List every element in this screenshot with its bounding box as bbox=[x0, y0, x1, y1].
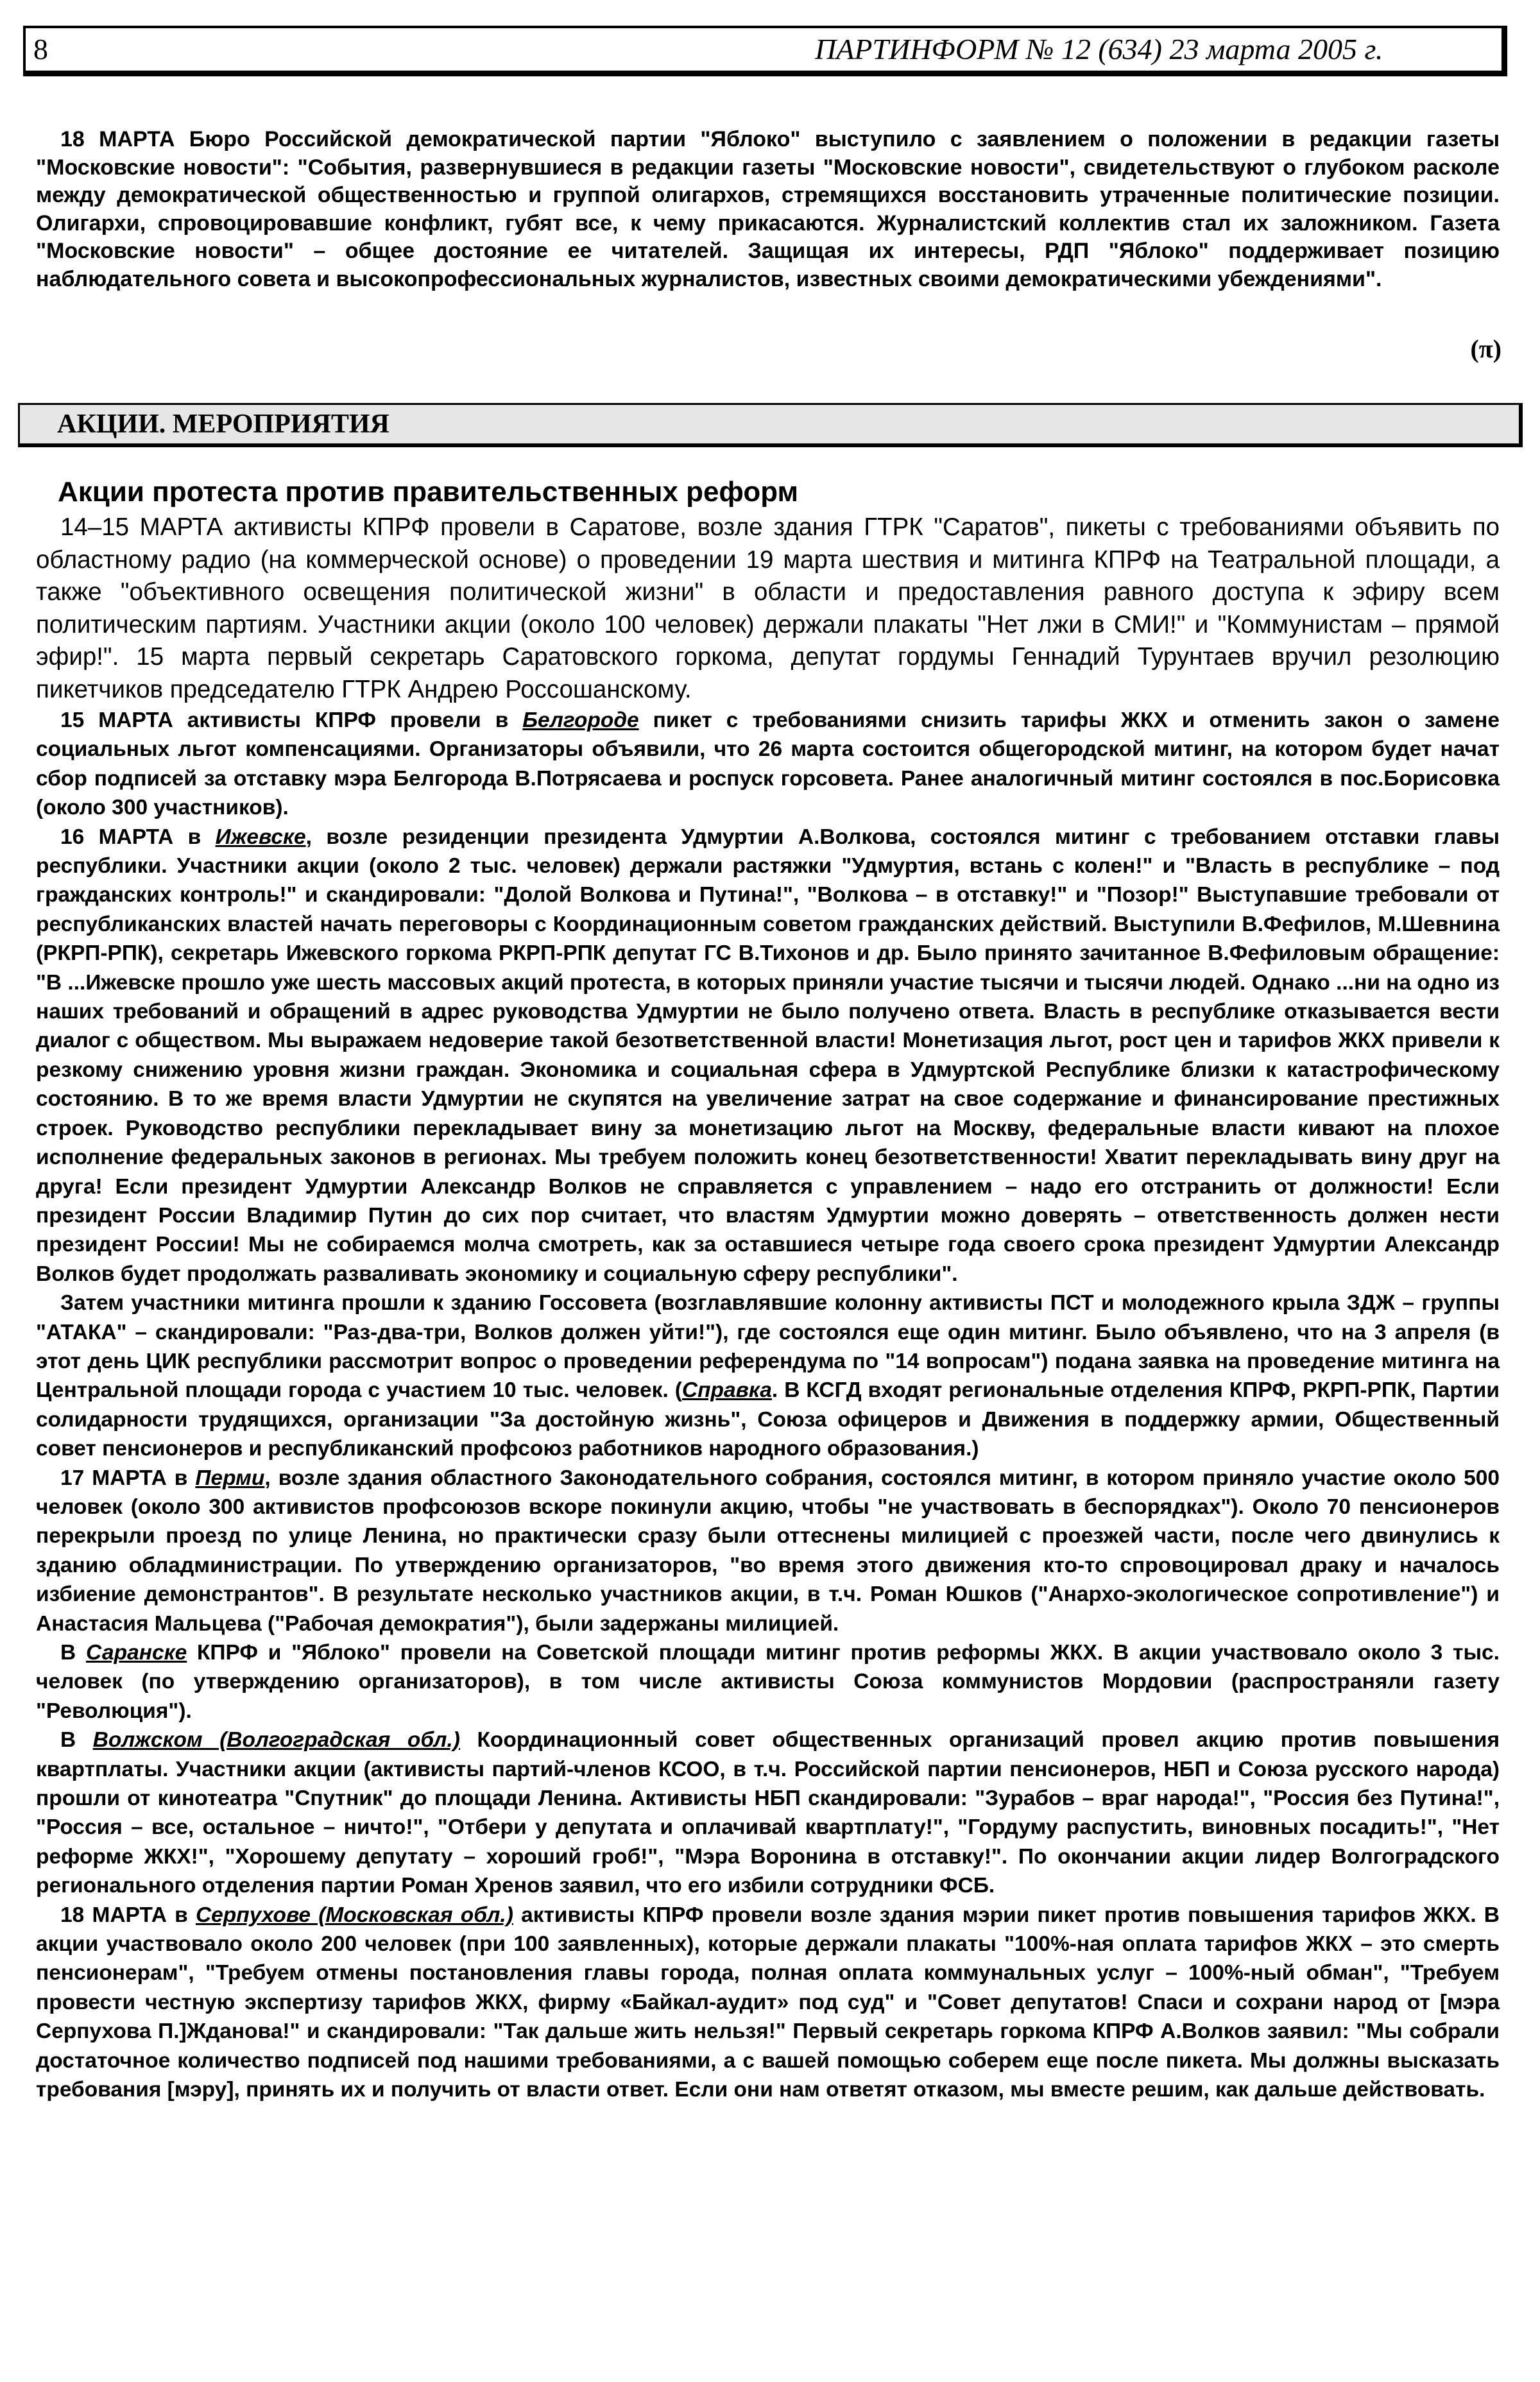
paragraph-text: , возле резиденции президента Удмуртии А.Волкова, состоялся митинг с требованием отставки главы республики. Участники акции (около 2 тыс. человек) держали растяжки "Удмуртия, встань с колен!" и "Власть в республике – под гражданских контроль!" и скандировали: "Долой Волкова и Путина!", "Волкова – в отставку!" и "Позор!" Выступавшие требовали от республиканских властей начать переговоры с Координационным советом гражданских действий. Выступили В.Фефилов, М.Шевнина (РКРП-РПК), секретарь Ижевского горкома РКРП-РПК депутат ГС В.Тихонов и др. Было принято зачитанное В.Фефиловым обращение: "В ...Ижевске прошло уже шесть массовых акций протеста, в которых приняли участие тысячи и тысячи людей. Однако ...ни на одно из наших требований и обращений в адрес руководства Удмуртии не было получено ответа. Власть в республике отказывается вести диалог с обществом. Мы выражаем недоверие такой безответственной власти! Монетизация льгот, рост цен и тарифов ЖКХ привели к резкому снижению уровня жизни граждан. Экономика и социальная сфера в Удмуртской Республике близки к катастрофическому состоянию. В то же время власти Удмуртии не скупятся на увеличение затрат на свое содержание и финансирование престижных строек. Руководство республики перекладывает вину за монетизацию льгот на Москву, федеральные власти кивают на плохое исполнение федеральных законов в регионах. Мы требуем положить конец безответственности! Хватит перекладывать вину друг на друга! Если президент Удмуртии Александр Волков не справляется с управлением – надо его отстранить от должности! Если президент России Владимир Путин до сих пор считает, что властям Удмуртии можно доверять – ответственность должен нести президент России! Мы не собираемся молча смотреть, как за оставшиеся четыре года своего срока президент Удмуртии Александр Волков будет продолжать разваливать экономику и социальную сферу республики". bbox=[36, 825, 1500, 1286]
paragraph-text: . В КСГД входят региональные отделения КПРФ, РКРП-РПК, Партии солидарности трудящихся, организации "За достойную жизнь", Союза офицеров и Движения в поддержку армии, Общественный совет пенсионеров и республиканский профсоюз работников народного образования.) bbox=[36, 1378, 1500, 1461]
section-title: АКЦИИ. МЕРОПРИЯТИЯ bbox=[57, 409, 389, 439]
intro-article bbox=[36, 126, 1500, 293]
article-paragraph bbox=[36, 1901, 1500, 2105]
paragraph-text: Координационный совет общественных организаций провел акцию против повышения квартплаты. Участники акции (активисты партий-членов КСОО, в т.ч. Российской партии пенсионеров, НБП и Союза русского народа) прошли от кинотеатра "Спутник" до площади Ленина. Активисты НБП скандировали: "Зурабов – враг народа!", "Россия без Путина!", "Россия – все, остальное – ничто!", "Отбери у депутата и оплачивай квартплату!", "Гордуму распустить, виновных посадить!", "Нет реформе ЖКХ!", "Хорошему депутату – хороший гроб!", "Мэра Воронина в отставку!". По окончании акции лидер Волгоградского регионального отделения партии Роман Хренов заявил, что его избили сотрудники ФСБ. bbox=[36, 1728, 1500, 1898]
place-name: Саранске bbox=[85, 1641, 187, 1665]
article-paragraph bbox=[36, 1638, 1500, 1726]
paragraph-text: активисты КПРФ провели возле здания мэрии пикет против повышения тарифов ЖКХ. В акции участвовало около 200 человек (при 100 заявленных), которые держали плакаты "100%-ная оплата тарифов ЖКХ – это смерть пенсионерам", "Требуем отмены постановления главы города, полная оплата коммунальных услуг – 100%-ный обман", "Требуем провести честную экспертизу тарифов ЖКХ, фирму «Байкал-аудит» под суд" и "Совет депутатов! Спаси и сохрани народ от [мэра Серпухова П.]Жданова!" и скандировали: "Так дальше жить нельзя!" Первый секретарь горкома КПРФ А.Волков заявил: "Мы собрали достаточное количество подписей под нашими требованиями, а с вашей помощью соберем еще после пикета. Мы должны высказать требования [мэру], принять их и получить от власти ответ. Если они нам ответят отказом, мы вместе решим, как дальше действовать. bbox=[36, 1903, 1500, 2102]
page-number: 8 bbox=[33, 33, 48, 65]
paragraph-text: КПРФ и "Яблоко" провели на Советской площади митинг против реформы ЖКХ. В акции участвовало около 3 тыс. человек (по утверждению организаторов), в том числе активисты Союза коммунистов Мордовии (распространяли газету "Революция"). bbox=[36, 1641, 1500, 1723]
article-title: Акции протеста против правительственных реформ bbox=[58, 476, 799, 508]
article-paragraph bbox=[36, 1464, 1500, 1638]
article-paragraph bbox=[36, 511, 1500, 706]
paragraph-text: 17 МАРТА в bbox=[60, 1466, 196, 1490]
source-mark: (π) bbox=[1470, 334, 1502, 363]
place-name: Волжском (Волгоградская обл.) bbox=[92, 1728, 460, 1752]
intro-paragraph: 18 МАРТА Бюро Российской демократической партии "Яблоко" выступило с заявлением о положении в редакции газеты "Московские новости": "События, развернувшиеся в редакции газеты "Московские новости", свидетельствуют о глубоком расколе между демократической общественностью и группой олигархов, стремящихся восстановить утраченные политические позиции. Олигархи, спровоцировавшие конфликт, губят все, к чему прикасаются. Журналистский коллектив стал их заложником. Газета "Московские новости" – общее достояние ее читателей. Защищая их интересы, РДП "Яблоко" поддерживает позицию наблюдательного совета и высокопрофессиональных журналистов, известных своими демократическими убеждениями". bbox=[36, 127, 1500, 291]
place-name: Перми bbox=[195, 1466, 265, 1490]
paragraph-text: , возле здания областного Законодательного собрания, состоялся митинг, в котором приняло участие около 500 человек (около 300 активистов профсоюзов вскоре покинули акцию, чтобы "не участвовать в беспорядках"). Около 70 пенсионеров перекрыли проезд по улице Ленина, но практически сразу были оттеснены милицией с проезжей части, после чего двинулись к зданию обладминистрации. По утверждению организаторов, "во время этого движения кто-то спровоцировал драку и началось избиение демонстрантов". В результате несколько участников акции, в т.ч. Роман Юшков ("Анархо-экологическое сопротивление") и Анастасия Мальцева ("Рабочая демократия"), были задержаны милицией. bbox=[36, 1466, 1500, 1636]
place-name: Белгороде bbox=[522, 708, 639, 732]
paragraph-text: 18 МАРТА в bbox=[60, 1903, 196, 1927]
article-body bbox=[36, 511, 1500, 2105]
paragraph-text: 14–15 МАРТА активисты КПРФ провели в Саратове, возле здания ГТРК "Саратов", пикеты с требованиями объявить по областному радио (на коммерческой основе) о проведении 19 марта шествия и митинга КПРФ на Театральной площади, а также "объективного освещения политической жизни" в области и предоставления равного доступа к эфиру всем политическим партиям. Участники акции (около 100 человек) держали плакаты "Нет лжи в СМИ!" и "Коммунистам – прямой эфир!". 15 марта первый секретарь Саратовского горкома, депутат гордумы Геннадий Турунтаев вручил резолюцию пикетчиков председателю ГТРК Андрею Россошанскому. bbox=[36, 513, 1500, 703]
page-header bbox=[23, 26, 1507, 76]
place-name: Серпухове (Московская обл.) bbox=[195, 1903, 513, 1927]
article-paragraph bbox=[36, 706, 1500, 823]
place-name: Справка bbox=[681, 1378, 772, 1403]
paragraph-text: Затем участники митинга прошли к зданию Госсовета (возглавлявшие колонну активисты ПСТ и молодежного крыла ЗДЖ – группы "АТАКА" – скандировали: "Раз-два-три, Волков должен уйти!"), где состоялся еще один митинг. Было объявлено, что на 3 апреля (в этот день ЦИК республики рассмотрит вопрос о проведении референдума по "14 вопросам") подана заявка на проведение митинга на Центральной площади города с участием 10 тыс. человек. ( bbox=[36, 1291, 1500, 1403]
article-paragraph bbox=[36, 1726, 1500, 1900]
place-name: Ижевске bbox=[215, 825, 306, 849]
article-paragraph bbox=[36, 1289, 1500, 1463]
paragraph-text: В bbox=[60, 1728, 93, 1752]
paragraph-text: В bbox=[60, 1641, 86, 1665]
paragraph-text: 15 МАРТА активисты КПРФ провели в bbox=[60, 708, 523, 732]
paragraph-text: пикет с требованиями снизить тарифы ЖКХ и отменить закон о замене социальных льгот компенсациями. Организаторы объявили, что 26 марта состоится общегородской митинг, на котором будет начат сбор подписей за отставку мэра Белгорода В.Потрясаева и роспуск горсовета. Ранее аналогичный митинг состоялся в пос.Борисовка (около 300 участников). bbox=[36, 708, 1500, 820]
section-banner bbox=[18, 403, 1523, 447]
article-paragraph bbox=[36, 823, 1500, 1289]
paragraph-text: 16 МАРТА в bbox=[60, 825, 216, 849]
issue-title: ПАРТИНФОРМ № 12 (634) 23 марта 2005 г. bbox=[815, 33, 1383, 65]
